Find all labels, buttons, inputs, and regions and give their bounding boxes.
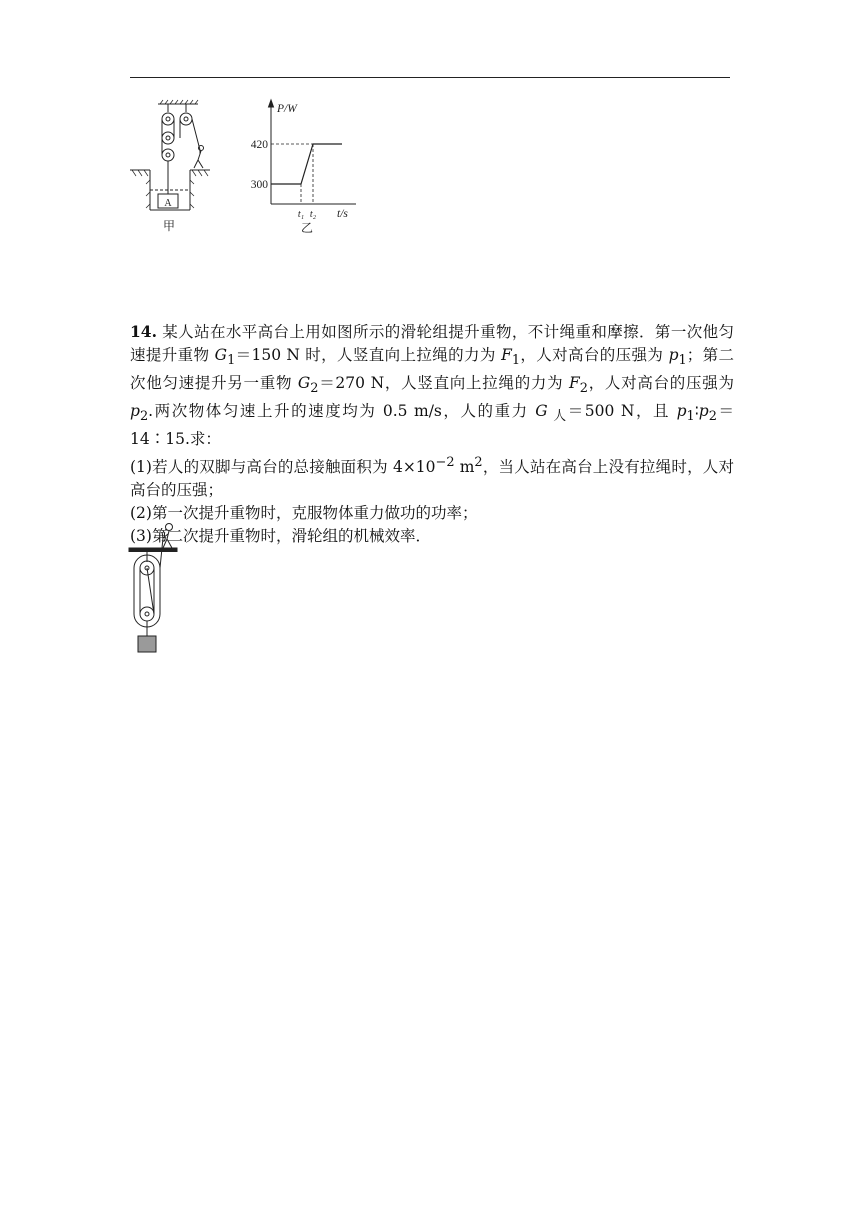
x-tick-t2: t₂: [309, 209, 317, 220]
problem-14-intro: 14. 某人站在水平高台上用如图所示的滑轮组提升重物，不计绳重和摩擦．第一次他匀速提升重物 $G_1=150$ N 时，人竖直向上拉绳的力为 $F_1$，人对高台的压强为 $p_1$；第二次他匀速提升另一重物 $G_2=270$ N，人竖直向上拉绳的力为 $F_2$，人对高台的压强为 $p_2$.两次物体匀速上升的速度均为 0.5 m/s，人的重力 G $_人$＝500 N，且 $p_1∶p_2=14∶15$.求：: [130, 322, 734, 449]
y-axis-label: P/W: [277, 103, 297, 115]
question-2: (2)第一次提升重物时，克服物体重力做功的功率；: [130, 504, 478, 523]
x-axis-label: t/s: [337, 208, 348, 220]
problem-number: 14.: [130, 322, 157, 341]
figure-yi-power-time-chart: [240, 96, 370, 238]
header-rule: [130, 77, 730, 78]
y-tick-420: 420: [250, 139, 268, 151]
figure-yi-caption: 乙: [300, 221, 314, 235]
x-tick-t1: t₁: [297, 209, 305, 220]
block-a-label: A: [164, 198, 172, 209]
figure-jia-pulley-diagram: [128, 98, 218, 238]
y-tick-300: 300: [250, 179, 268, 191]
question-3: (3)第二次提升重物时，滑轮组的机械效率．: [130, 527, 431, 546]
figure-jia-caption: 甲: [162, 219, 176, 233]
problem-14: [130, 320, 734, 548]
question-1: (1)若人的双脚与高台的总接触面积为 $4\times 10^{-2}$ $m^2$，当人站在高台上没有拉绳时，人对高台的压强；: [130, 455, 734, 500]
y-axis-arrow: [269, 100, 274, 107]
power-series-line: [271, 144, 342, 184]
